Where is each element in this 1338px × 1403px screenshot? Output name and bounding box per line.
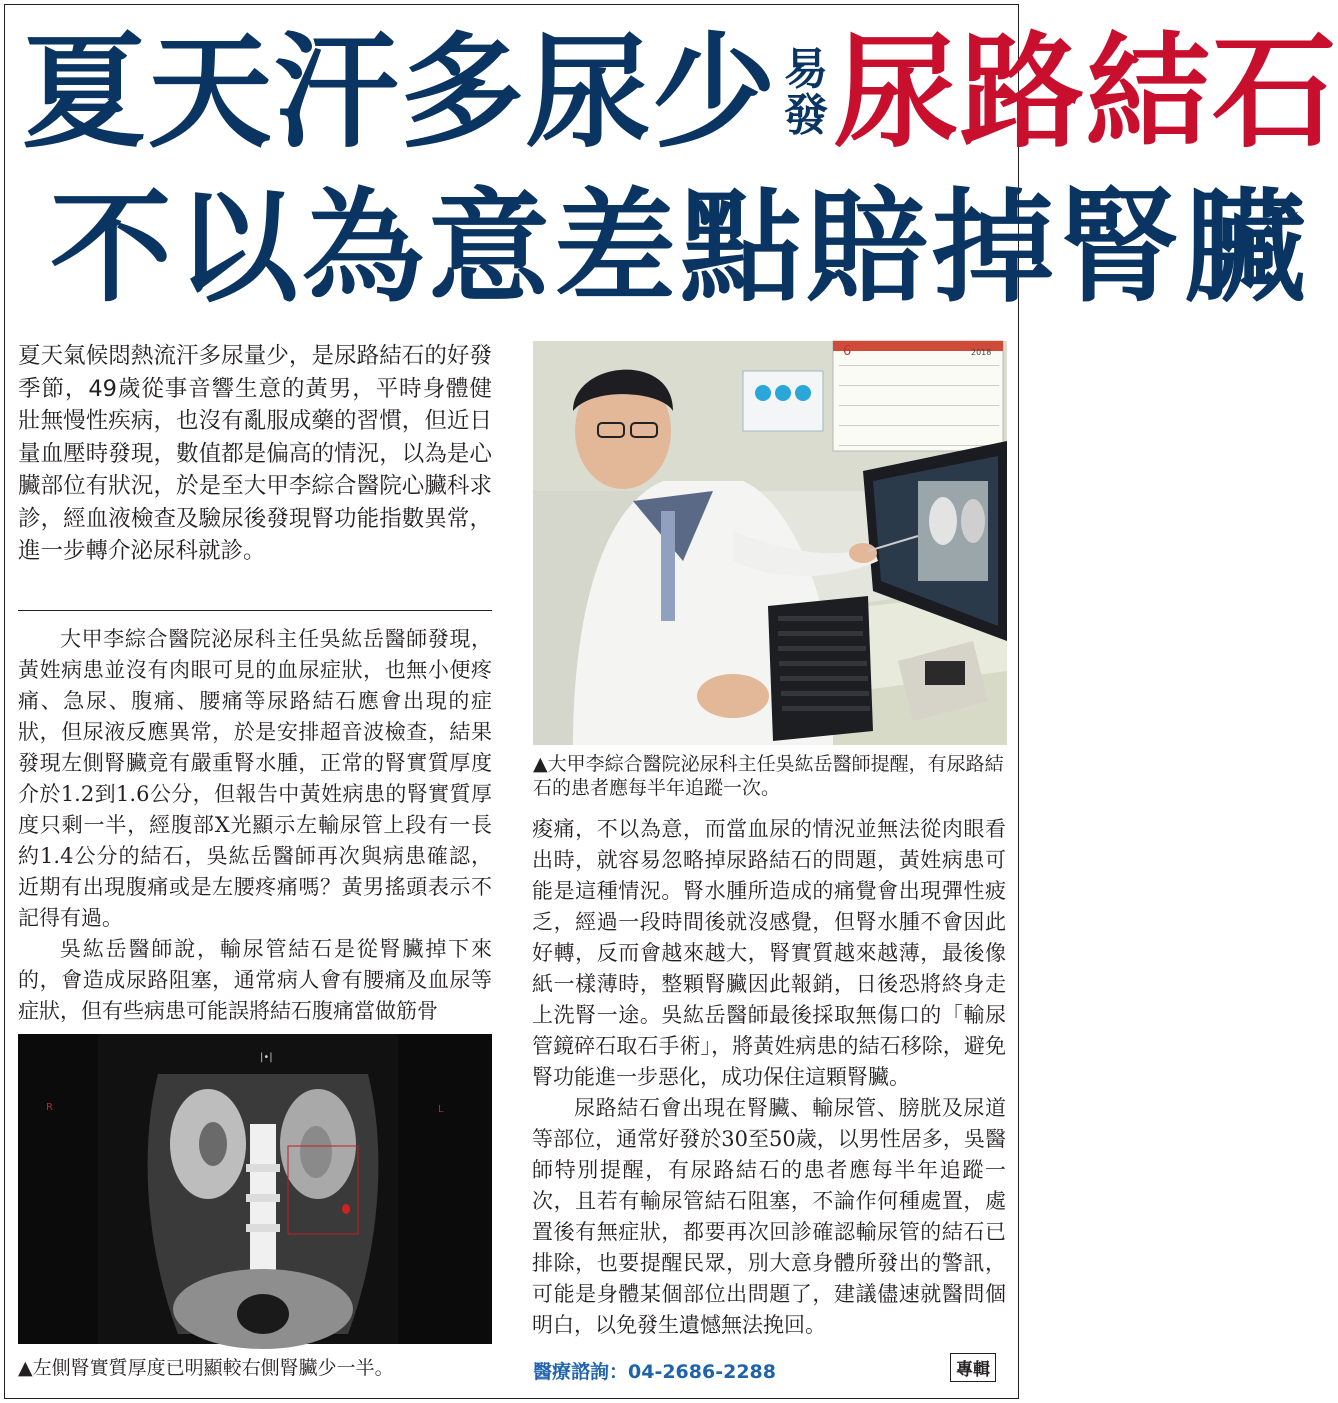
headline-small-stack: [784, 43, 829, 141]
left-paragraph-1: 大甲李綜合醫院泌尿科主任吳紘岳醫師發現，黃姓病患並沒有肉眼可見的血尿症狀，也無小便疼痛、急尿、腹痛、腰痛等尿路結石應會出現的症狀，但尿液反應異常，於是安排超音波檢查，結果發現左側腎臟竟有嚴重腎水腫，正常的腎實質厚度介於1.2到1.6公分，但報告中黃姓病患的腎實質厚度只剩一半，經腹部X光顯示左輸尿管上段有一長約1.4公分的結石，吳紘岳醫師再次與病患確認，近期有出現腹痛或是左腰疼痛嗎？黃男搖頭表示不記得有過。: [18, 627, 492, 930]
right-paragraph-2: 尿路結石會出現在腎臟、輸尿管、膀胱及尿道等部位，通常好發於30至50歲，以男性居多，吳醫師特別提醒，有尿路結石的患者應每半年追蹤一次，且若有輸尿管結石阻塞，不論作何種處置，處置後有無症狀，都要再次回診確認輸尿管的結石已排除，也要提醒民眾，別大意身體所發出的警訊，可能是身體某個部位出問題了，建議儘速就醫問個明白，以免發生遺憾無法挽回。: [532, 1096, 1006, 1337]
doctor-photo: [533, 341, 1007, 745]
doctor-photo-illustration: [533, 341, 1007, 745]
headline-part-stones: 尿路結石: [834, 21, 1338, 165]
right-paragraph-1: 痠痛，不以為意，而當血尿的情況並無法從肉眼看出時，就容易忽略掉尿路結石的問題，黃姓病患可能是這種情況。腎水腫所造成的痛覺會出現彈性疲乏，經過一段時間後就沒感覺，但腎水腫不會因此好轉，反而會越來越大，腎實質越來越薄，最後像紙一樣薄時，整顆腎臟因此報銷，日後恐將終身走上洗腎一途。吳紘岳醫師最後採取無傷口的「輸尿管鏡碎石取石手術」，將黃姓病患的結石移除，避免腎功能進一步惡化，成功保住這顆腎臟。: [532, 817, 1006, 1089]
ct-top-marker: |•|: [260, 1052, 273, 1063]
left-paragraph-2: 吳紘岳醫師說，輸尿管結石是從腎臟掉下來的，會造成尿路阻塞，通常病人會有腰痛及血尿等症狀，但有些病患可能誤將結石腹痛當做筋骨: [18, 937, 492, 1023]
ct-scan-illustration: [18, 1034, 492, 1344]
left-column: [18, 624, 492, 1027]
ct-right-marker: L: [438, 1104, 444, 1115]
medical-consultation-phone: 醫療諮詢：04-2686-2288: [533, 1361, 776, 1383]
headline-small-bottom: 發: [784, 90, 829, 141]
ct-left-marker: R: [46, 1102, 53, 1113]
headline-line-2: [50, 178, 1310, 318]
headline-line-1: [22, 18, 1338, 168]
ct-image-caption: ▲左側腎實質厚度已明顯較右側腎臟少一半。: [18, 1357, 394, 1379]
calendar-year: 2018: [971, 348, 992, 357]
headline-part-summer: 夏天汗多尿少: [22, 21, 779, 165]
lead-text: 夏天氣候悶熱流汗多尿量少，是尿路結石的好發季節，49歲從事音響生意的黃男，平時身體健壯無慢性疾病，也沒有亂服成藥的習慣，但近日量血壓時發現，數值都是偏高的情況，以為是心臟部位有狀況，於是至大甲李綜合醫院心臟科求診，經血液檢查及驗尿後發現腎功能指數異常，進一步轉介泌尿科就診。: [18, 343, 492, 564]
lead-paragraph: [18, 340, 492, 568]
calendar-month: 6: [843, 344, 852, 359]
right-column: [532, 814, 1006, 1341]
ct-scan-image: [18, 1034, 492, 1344]
doctor-photo-caption: ▲大甲李綜合醫院泌尿科主任吳紘岳醫師提醒，有尿路結石的患者應每半年追蹤一次。: [533, 753, 1004, 799]
special-feature-badge: 專輯: [950, 1353, 996, 1382]
section-divider: [18, 610, 492, 611]
headline-subtitle: 不以為意差點賠掉腎臟: [50, 177, 1310, 319]
headline-small-top: 易: [784, 43, 829, 95]
